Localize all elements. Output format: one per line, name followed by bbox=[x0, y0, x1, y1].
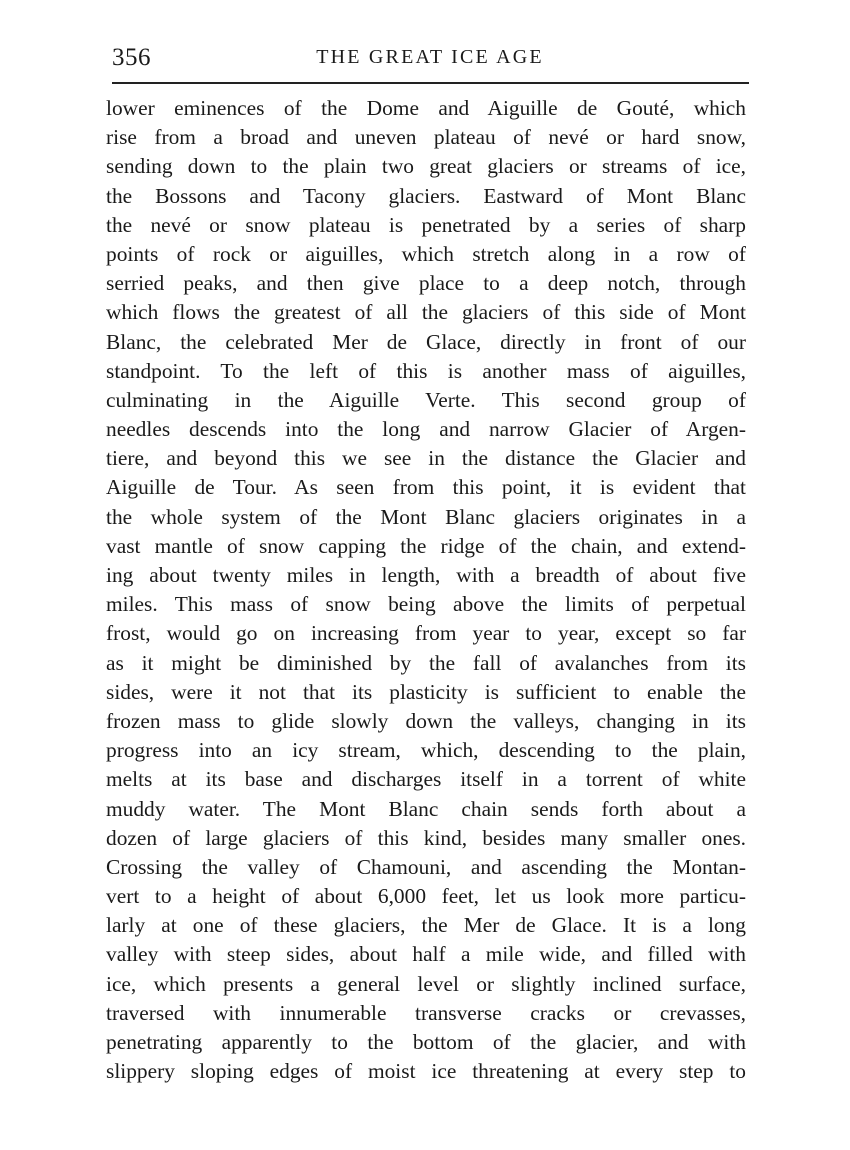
text-line: Blanc, the celebrated Mer de Glace, directly in front of our bbox=[106, 329, 746, 354]
text-line: rise from a broad and uneven plateau of nevé or hard snow, bbox=[106, 125, 746, 150]
text-line: lower eminences of the Dome and Aiguille de Gouté, which bbox=[106, 96, 746, 120]
text-line: the whole system of the Mont Blanc glaciers originates in a bbox=[106, 504, 746, 529]
running-head bbox=[112, 42, 748, 76]
text-line: sending down to the plain two great glaciers or streams of ice, bbox=[106, 154, 746, 179]
text-line: sides, were it not that its plasticity is sufficient to enable the bbox=[106, 679, 746, 704]
text-line: progress into an icy stream, which, descending to the plain, bbox=[106, 738, 746, 763]
page-number: 356 bbox=[112, 44, 151, 71]
body-text bbox=[106, 94, 746, 1086]
text-line: ice, which presents a general level or slightly inclined surface, bbox=[106, 971, 746, 996]
text-line: tiere, and beyond this we see in the distance the Glacier and bbox=[106, 446, 746, 471]
text-line: as it might be diminished by the fall of avalanches from its bbox=[106, 650, 746, 675]
text-line: ing about twenty miles in length, with a breadth of about five bbox=[106, 563, 746, 587]
text-line: frost, would go on increasing from year to year, except so far bbox=[106, 621, 746, 646]
text-line: melts at its base and discharges itself in a torrent of white bbox=[106, 767, 746, 792]
text-line: Crossing the valley of Chamouni, and ascending the Montan- bbox=[106, 854, 746, 879]
text-line: standpoint. To the left of this is another mass of aiguilles, bbox=[106, 358, 746, 383]
text-line: points of rock or aiguilles, which stretch along in a row of bbox=[106, 241, 746, 266]
text-line: Aiguille de Tour. As seen from this point, it is evident that bbox=[106, 475, 746, 500]
text-line: slippery sloping edges of moist ice threatening at every step to bbox=[106, 1059, 746, 1084]
text-line: needles descends into the long and narrow Glacier of Argen- bbox=[106, 417, 746, 442]
text-line: penetrating apparently to the bottom of the glacier, and with bbox=[106, 1030, 746, 1054]
text-line: valley with steep sides, about half a mile wide, and filled with bbox=[106, 942, 746, 967]
text-line: vast mantle of snow capping the ridge of the chain, and extend- bbox=[106, 533, 746, 558]
text-line: dozen of large glaciers of this kind, besides many smaller ones. bbox=[106, 825, 746, 850]
text-line: serried peaks, and then give place to a deep notch, through bbox=[106, 271, 746, 296]
text-line: culminating in the Aiguille Verte. This second group of bbox=[106, 387, 746, 412]
text-line: which flows the greatest of all the glaciers of this side of Mont bbox=[106, 300, 746, 325]
text-line: larly at one of these glaciers, the Mer de Glace. It is a long bbox=[106, 913, 746, 938]
header-rule bbox=[112, 82, 749, 84]
text-line: miles. This mass of snow being above the limits of perpetual bbox=[106, 592, 746, 617]
text-line: muddy water. The Mont Blanc chain sends forth about a bbox=[106, 796, 746, 821]
page-title: THE GREAT ICE AGE bbox=[316, 46, 544, 68]
text-line: the Bossons and Tacony glaciers. Eastward of Mont Blanc bbox=[106, 183, 746, 208]
text-line: vert to a height of about 6,000 feet, let us look more particu- bbox=[106, 884, 746, 909]
text-line: the nevé or snow plateau is penetrated by a series of sharp bbox=[106, 212, 746, 237]
text-line: traversed with innumerable transverse cracks or crevasses, bbox=[106, 1000, 746, 1025]
text-line: frozen mass to glide slowly down the valleys, changing in its bbox=[106, 708, 746, 733]
